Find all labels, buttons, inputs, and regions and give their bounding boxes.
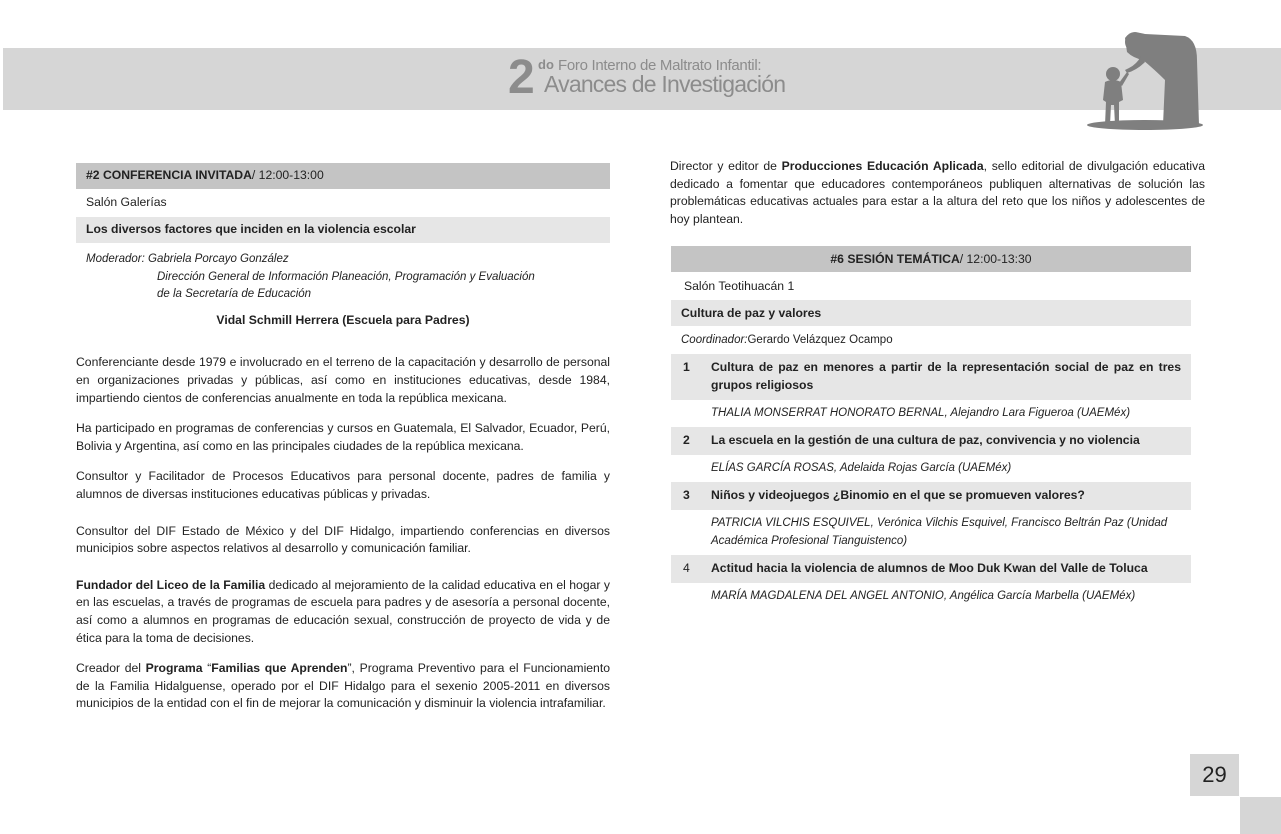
paper-number: 2	[683, 433, 690, 448]
session-header	[671, 246, 1191, 272]
bio-paragraph-2: Ha participado en programas de conferencias y cursos en Guatemala, El Salvador, Ecuador, Perú, Bolivia y Argentina, así como en las principales ciudades de la república mexicana.	[76, 421, 610, 453]
intro-a: Director y editor de	[670, 159, 782, 173]
paper-row	[671, 482, 1191, 510]
session-topic: Cultura de paz y valores	[671, 300, 1191, 326]
director-paragraph	[670, 158, 1205, 228]
co-authors: , Verónica Vilchis Esquivel, Francisco Beltrán Paz (Unidad Académica Profesional Tianguistenco)	[711, 516, 1168, 547]
logo-line-1: Foro Interno de Maltrato Infantil:	[558, 57, 762, 74]
p6-c: “	[202, 661, 212, 676]
lead-author: MARÍA MAGDALENA DEL ANGEL ANTONIO	[711, 589, 944, 602]
paper-row	[671, 354, 1191, 399]
co-authors: , Adelaida Rojas García (UAEMéx)	[833, 461, 1012, 474]
p6-a: Creador del	[76, 661, 146, 676]
paper-title: Actitud hacia la violencia de alumnos de Moo Duk Kwan del Valle de Toluca	[711, 561, 1148, 576]
moderator-label: Moderador:	[86, 253, 145, 265]
moderator-org-2: de la Secretaría de Educación	[157, 288, 312, 301]
conference-topic: Los diversos factores que inciden en la violencia escolar	[76, 217, 610, 243]
moderator-org-1: Dirección General de Información Planeación, Programación y Evaluación	[157, 270, 535, 283]
co-authors: , Alejandro Lara Figueroa (UAEMéx)	[944, 406, 1131, 419]
bio-paragraph-4: Consultor del DIF Estado de México y del DIF Hidalgo, impartiendo conferencias en diversos municipios sobre aspectos relativos al desarrollo y comunicación familiar.	[76, 523, 610, 556]
publisher-highlight: Producciones Educación Aplicada	[781, 159, 984, 173]
paper-row	[671, 555, 1191, 583]
coordinator-name: Gerardo Velázquez Ocampo	[747, 333, 893, 346]
session-title: #6 SESIÓN TEMÁTICA	[830, 251, 960, 266]
moderator-block	[76, 251, 610, 304]
lead-author: ELÍAS GARCÍA ROSAS	[711, 461, 834, 474]
lead-author: PATRICIA VILCHIS ESQUIVEL	[711, 516, 871, 529]
conference-time: / 12:00-13:00	[251, 168, 324, 183]
session-time: / 12:00-13:30	[959, 251, 1032, 266]
conference-title: #2 CONFERENCIA INVITADA	[86, 168, 252, 183]
coordinator-row	[671, 326, 1191, 354]
paper-title: Niños y videojuegos ¿Binomio en el que se promueven valores?	[711, 488, 1085, 503]
co-authors: , Angélica García Marbella (UAEMéx)	[943, 589, 1136, 602]
bio-paragraph-6	[76, 660, 610, 713]
familias-highlight: Familias que Aprenden	[211, 661, 348, 676]
lead-author: THALIA MONSERRAT HONORATO BERNAL	[711, 406, 945, 419]
conference-venue: Salón Galerías	[86, 195, 167, 210]
p6-e: ”, Programa Preventivo para el Funcionamiento de la Familia Hidalguense, operado por el DIF Hidalgo para el sexenio 2005-2011 en diversos municipios de la entidad con el fin de mejorar la comunicación y disminuir la violencia intrafamiliar.	[76, 661, 610, 711]
paper-number: 3	[683, 488, 690, 503]
logo-line-2: Avances de Investigación	[544, 71, 786, 97]
bio-paragraph-3: Consultor y Facilitador de Procesos Educativos para personal docente, padres de familia y alumnos de diversas instituciones educativas públicas y privadas.	[76, 469, 610, 501]
conference-header	[76, 163, 610, 189]
logo-number: 2	[508, 51, 533, 104]
page-number: 29	[1190, 754, 1239, 796]
bio-paragraph-1: Conferenciante desde 1979 e involucrado en el terreno de la capacitación y desarrollo de personal en organizaciones privadas y públicas, así como en instituciones educativas, desde 1984, impartiendo cientos de conferencias anualmente en toda la república mexicana.	[76, 355, 610, 405]
paper-number: 4	[683, 561, 690, 576]
session-table	[671, 246, 1191, 610]
programa-highlight: Programa	[145, 661, 203, 676]
intro-c: , sello editorial de divulgación educativa dedicado a fomentar que educadores contemporáneos publiquen alternativas de solución las problemáticas educativas actuales para estar a la altura del reto que los niños y adolescentes de hoy plantean.	[670, 159, 1205, 226]
logo-superscript: do	[538, 57, 554, 72]
paper-title: La escuela en la gestión de una cultura de paz, convivencia y no violencia	[711, 433, 1140, 448]
right-column	[670, 158, 1205, 610]
paper-authors	[671, 455, 1191, 483]
session-venue: Salón Teotihuacán 1	[684, 278, 795, 293]
paper-number: 1	[683, 360, 690, 375]
left-column	[76, 163, 610, 713]
paper-authors	[671, 510, 1191, 555]
paper-title: Cultura de paz en menores a partir de la representación social de paz en tres grupos religiosos	[711, 360, 1181, 392]
bio-paragraph-5-text: dedicado al mejoramiento de la calidad educativa en el hogar y en las escuelas, a través de programas de escuela para padres y de asesoría a personal docente, así como a alumnos en programas de educación sexual, construcción de proyecto de vida y de ética para la toma de decisiones.	[76, 577, 610, 645]
adult-and-child-silhouette-icon	[1085, 30, 1205, 130]
event-logo-title	[508, 51, 798, 104]
paper-row	[671, 427, 1191, 455]
paper-authors	[671, 583, 1191, 611]
paper-authors	[671, 400, 1191, 428]
speaker-name: Vidal Schmill Herrera (Escuela para Padres)	[216, 312, 470, 327]
corner-tab	[1240, 797, 1281, 834]
moderator-name: Gabriela Porcayo González	[144, 253, 289, 265]
bio-paragraph-5	[76, 577, 610, 647]
liceo-highlight: Fundador del Liceo de la Familia	[76, 577, 266, 592]
coordinator-label: Coordinador:	[681, 333, 748, 346]
